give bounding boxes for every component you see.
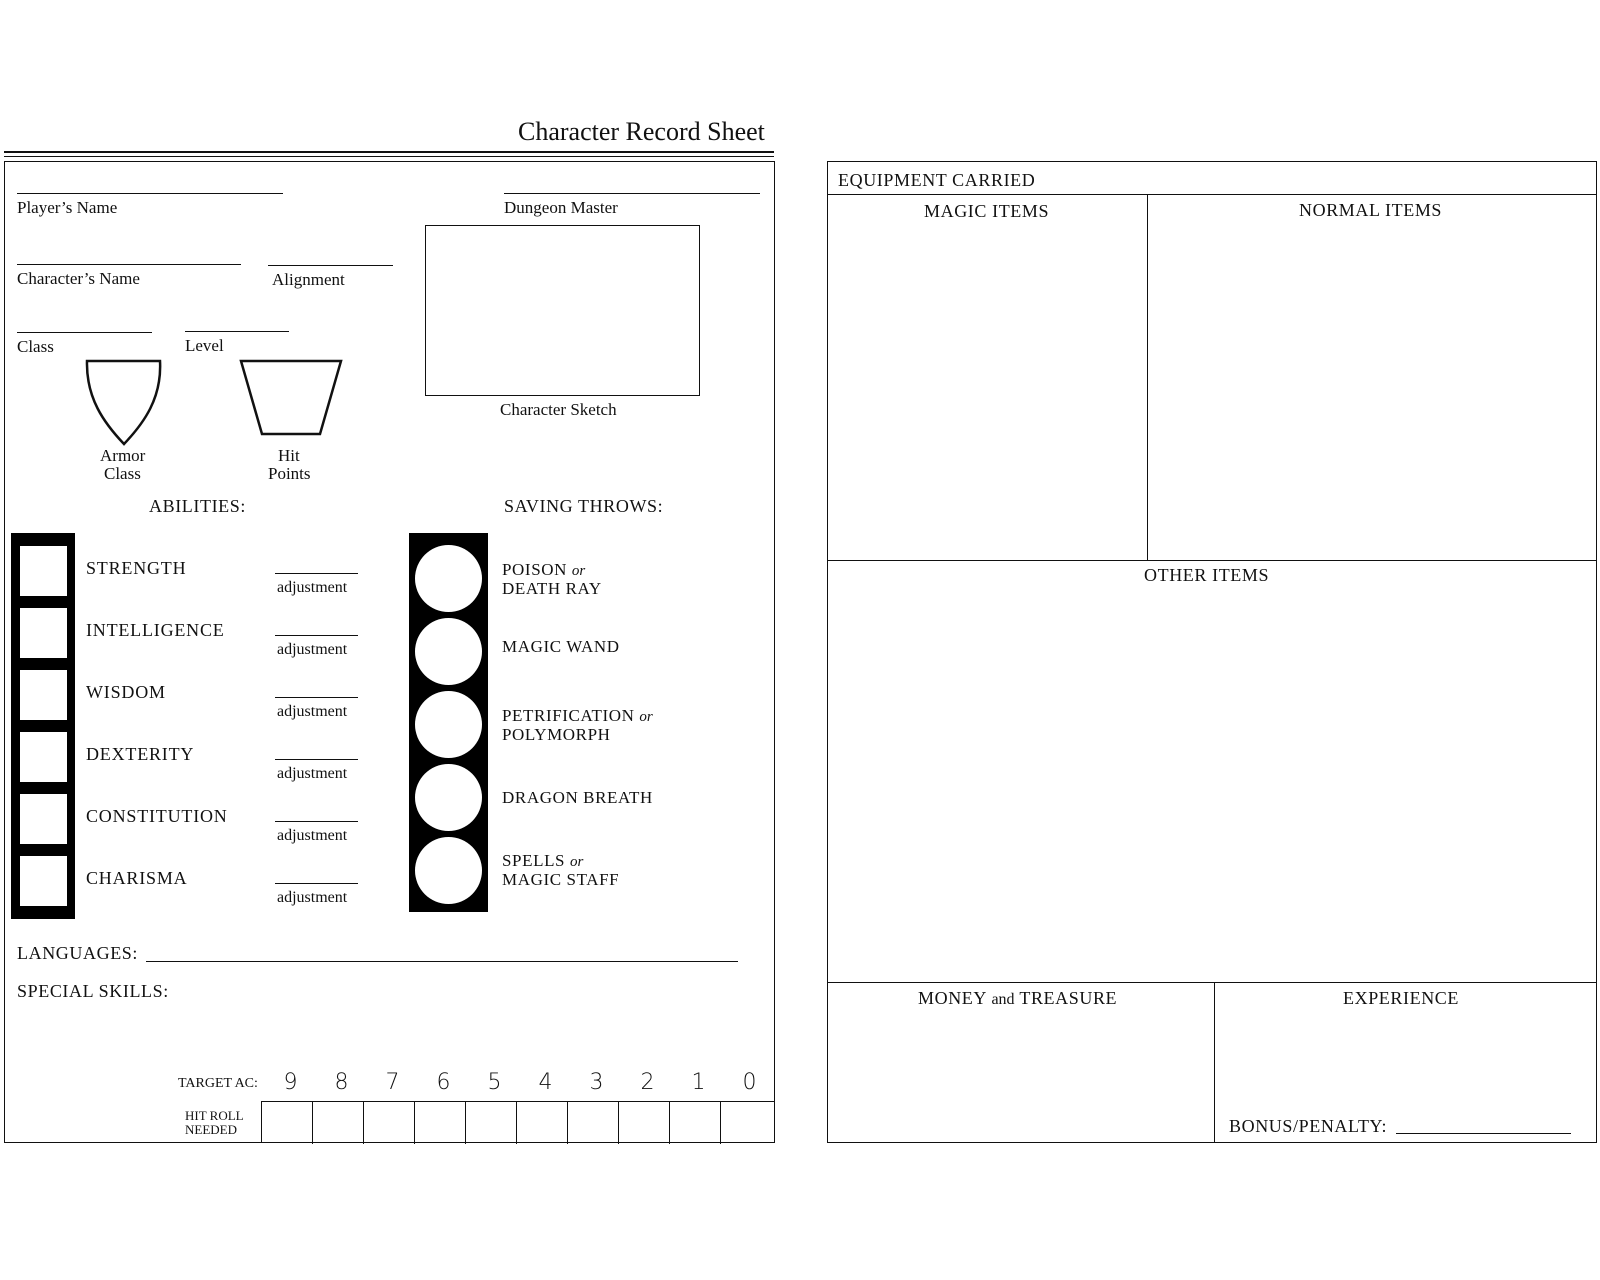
adjustment-label-dexterity: adjustment <box>277 765 348 782</box>
alignment-label: Alignment <box>272 270 345 289</box>
adjustment-line-charisma[interactable] <box>275 883 358 884</box>
armor-class-label-1: Armor <box>100 446 146 465</box>
level-line[interactable] <box>185 331 289 332</box>
adjustment-label-constitution: adjustment <box>277 827 348 844</box>
ability-box-constitution[interactable] <box>20 794 67 844</box>
target-ac-9: 9 <box>283 1070 298 1095</box>
money-treasure-area[interactable] <box>828 1012 1213 1140</box>
players-name-label: Player’s Name <box>17 198 118 217</box>
saving-throw-label-poison: POISON or DEATH RAY <box>502 560 602 598</box>
special-skills-label: SPECIAL SKILLS: <box>17 981 169 1001</box>
equipment-carried-header: EQUIPMENT CARRIED <box>838 170 1036 190</box>
sheet-title: Character Record Sheet <box>518 117 765 146</box>
characters-name-label: Character’s Name <box>17 269 140 288</box>
languages-line[interactable] <box>146 961 738 962</box>
target-ac-1: 1 <box>691 1070 706 1095</box>
abilities-heading: ABILITIES: <box>149 496 246 516</box>
ability-box-charisma[interactable] <box>20 856 67 906</box>
target-ac-7: 7 <box>385 1070 400 1095</box>
experience-label: EXPERIENCE <box>1343 988 1459 1008</box>
adjustment-label-charisma: adjustment <box>277 889 348 906</box>
hit-points-label-2: Points <box>268 464 311 483</box>
hit-points-bucket-icon[interactable] <box>238 358 344 438</box>
saving-throw-circle-poison[interactable] <box>415 545 482 612</box>
players-name-line[interactable] <box>17 193 283 194</box>
hit-roll-table <box>261 1101 775 1143</box>
ability-name-intelligence: INTELLIGENCE <box>86 620 225 640</box>
magic-items-label: MAGIC ITEMS <box>924 201 1050 221</box>
saving-throw-label-magic-wand: MAGIC WAND <box>502 637 620 656</box>
saving-throw-label-petrification: PETRIFICATION or POLYMORPH <box>502 706 653 744</box>
title-rule-bottom <box>4 156 774 157</box>
hit-roll-cell[interactable] <box>517 1102 568 1144</box>
level-label: Level <box>185 336 224 355</box>
bonus-penalty-label: BONUS/PENALTY: <box>1229 1116 1388 1136</box>
languages-label: LANGUAGES: <box>17 943 138 963</box>
ability-box-strength[interactable] <box>20 546 67 596</box>
saving-throw-label-spells: SPELLS or MAGIC STAFF <box>502 851 620 889</box>
target-ac-5: 5 <box>487 1070 502 1095</box>
title-rule-top <box>4 151 774 153</box>
other-items-area[interactable] <box>828 590 1596 980</box>
target-ac-0: 0 <box>742 1070 757 1095</box>
ability-name-constitution: CONSTITUTION <box>86 806 228 826</box>
saving-throw-circle-dragon-breath[interactable] <box>415 764 482 831</box>
hit-roll-cell[interactable] <box>619 1102 670 1144</box>
hit-roll-cell[interactable] <box>262 1102 313 1144</box>
money-divider <box>827 982 1597 983</box>
character-sketch-label: Character Sketch <box>500 400 617 419</box>
target-ac-label: TARGET AC: <box>178 1076 258 1091</box>
adjustment-label-intelligence: adjustment <box>277 641 348 658</box>
dungeon-master-line[interactable] <box>504 193 760 194</box>
hit-roll-cell[interactable] <box>364 1102 415 1144</box>
target-ac-3: 3 <box>589 1070 604 1095</box>
saving-throw-circle-petrification[interactable] <box>415 691 482 758</box>
ability-box-wisdom[interactable] <box>20 670 67 720</box>
magic-items-area[interactable] <box>828 225 1146 559</box>
hit-points-label-1: Hit <box>278 446 300 465</box>
hit-roll-cell[interactable] <box>466 1102 517 1144</box>
adjustment-label-strength: adjustment <box>277 579 348 596</box>
hit-roll-cell[interactable] <box>568 1102 619 1144</box>
characters-name-line[interactable] <box>17 264 241 265</box>
adjustment-line-wisdom[interactable] <box>275 697 358 698</box>
armor-class-label-2: Class <box>104 464 141 483</box>
hit-roll-cell[interactable] <box>415 1102 466 1144</box>
target-ac-8: 8 <box>334 1070 349 1095</box>
target-ac-2: 2 <box>640 1070 655 1095</box>
equipment-header-divider <box>827 194 1597 195</box>
money-treasure-label: MONEY and TREASURE <box>918 988 1118 1008</box>
ability-name-charisma: CHARISMA <box>86 868 188 888</box>
other-items-divider <box>827 560 1597 561</box>
adjustment-line-strength[interactable] <box>275 573 358 574</box>
adjustment-label-wisdom: adjustment <box>277 703 348 720</box>
hit-roll-cell[interactable] <box>721 1102 774 1144</box>
saving-throw-circle-magic-wand[interactable] <box>415 618 482 685</box>
saving-throws-heading: SAVING THROWS: <box>504 496 664 516</box>
target-ac-4: 4 <box>538 1070 553 1095</box>
normal-items-area[interactable] <box>1148 225 1596 559</box>
target-ac-numbers <box>265 1072 775 1098</box>
adjustment-line-dexterity[interactable] <box>275 759 358 760</box>
class-line[interactable] <box>17 332 152 333</box>
ability-name-strength: STRENGTH <box>86 558 187 578</box>
hit-roll-needed-label: HIT ROLL NEEDED <box>185 1108 244 1137</box>
adjustment-line-constitution[interactable] <box>275 821 358 822</box>
dungeon-master-label: Dungeon Master <box>504 198 618 217</box>
character-sketch-box[interactable] <box>425 225 700 396</box>
hit-roll-cell[interactable] <box>670 1102 721 1144</box>
experience-area[interactable] <box>1215 1012 1596 1112</box>
ability-box-dexterity[interactable] <box>20 732 67 782</box>
bonus-penalty-line[interactable] <box>1396 1133 1571 1134</box>
ability-box-intelligence[interactable] <box>20 608 67 658</box>
class-label: Class <box>17 337 54 356</box>
ability-name-wisdom: WISDOM <box>86 682 166 702</box>
ability-name-dexterity: DEXTERITY <box>86 744 195 764</box>
saving-throw-circle-spells[interactable] <box>415 837 482 904</box>
saving-throw-label-dragon-breath: DRAGON BREATH <box>502 788 653 807</box>
adjustment-line-intelligence[interactable] <box>275 635 358 636</box>
hit-roll-cell[interactable] <box>313 1102 364 1144</box>
other-items-label: OTHER ITEMS <box>1144 565 1270 585</box>
normal-items-label: NORMAL ITEMS <box>1299 200 1443 220</box>
armor-class-shield-icon[interactable] <box>84 358 164 446</box>
alignment-line[interactable] <box>268 265 393 266</box>
target-ac-6: 6 <box>436 1070 451 1095</box>
